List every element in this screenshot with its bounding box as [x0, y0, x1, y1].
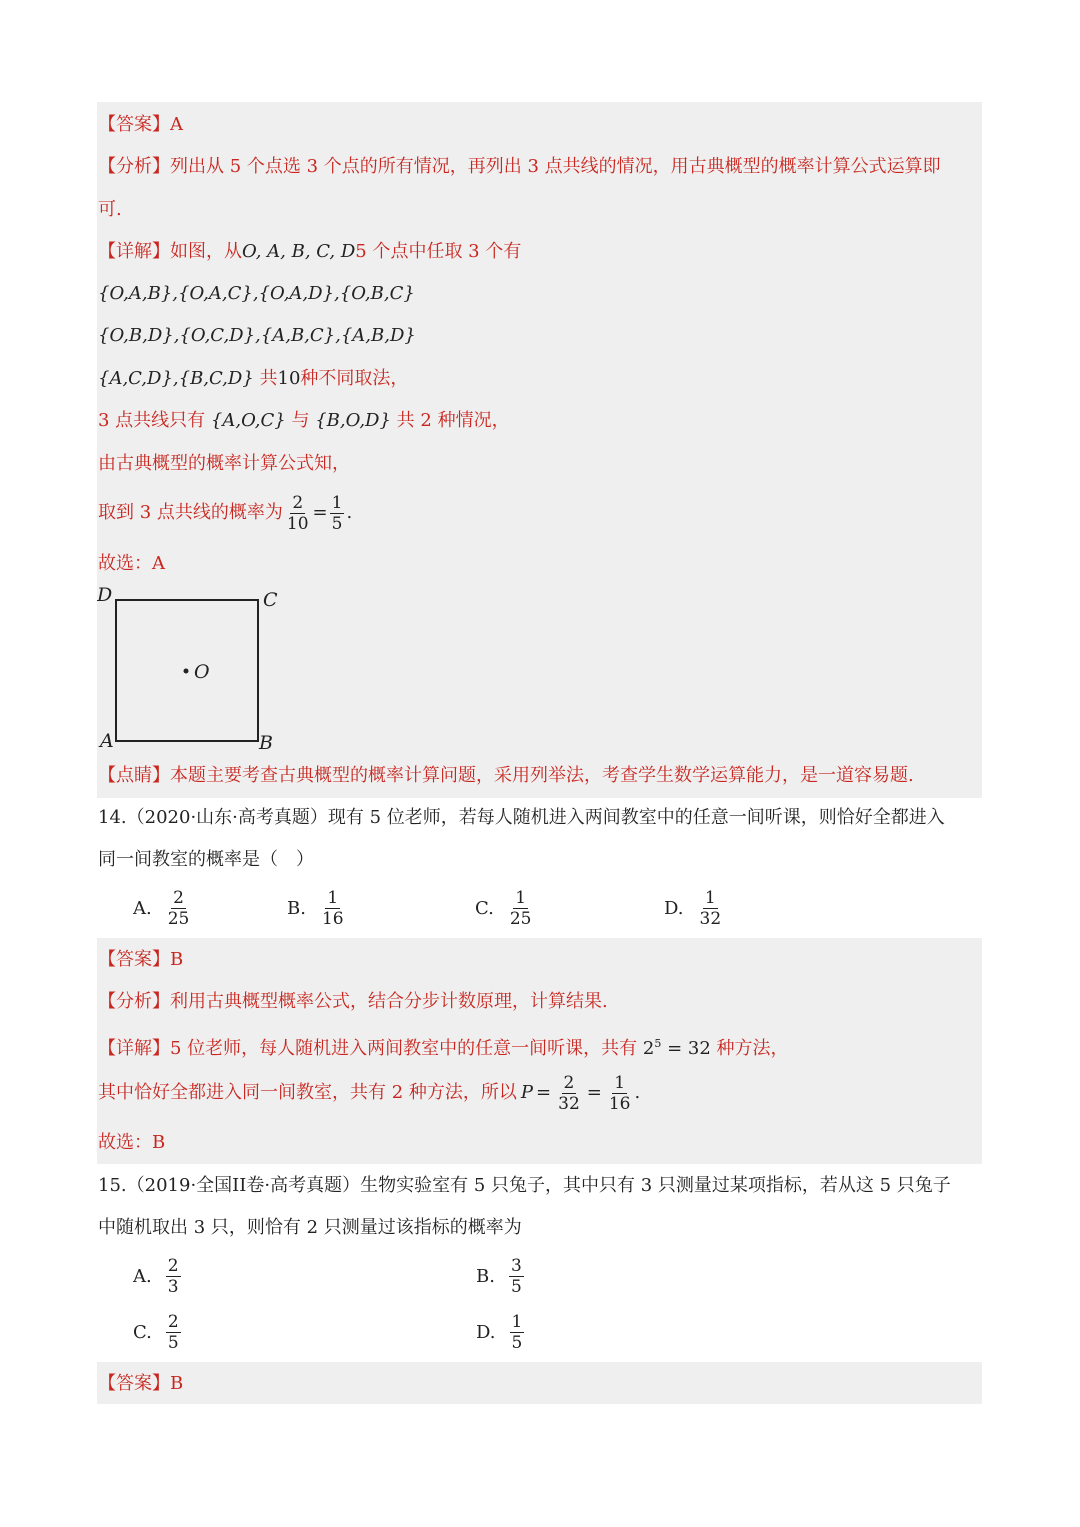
- detail-tag: 【详解】: [98, 1038, 170, 1059]
- numerator: 3: [510, 1256, 522, 1276]
- power-base: 2: [642, 1038, 655, 1059]
- center-point: [184, 669, 189, 674]
- sets-row-3-text: 共: [259, 368, 278, 389]
- option-fraction: [508, 888, 534, 929]
- probability-line: [98, 490, 352, 536]
- q15-option-c[interactable]: [133, 1312, 183, 1353]
- q14-option-c[interactable]: [475, 888, 536, 929]
- numerator: 2: [292, 492, 304, 513]
- q13-detail: [98, 240, 521, 264]
- power-result: = 32: [667, 1038, 711, 1059]
- denominator: 16: [608, 1093, 631, 1114]
- detail-text: 5 位老师，每人随机进入两间教室中的任意一间听课，共有: [170, 1038, 638, 1059]
- square-figure: [97, 585, 287, 757]
- numerator: 1: [327, 888, 339, 908]
- q13-choice: 故选：A: [98, 553, 165, 574]
- detail-text-tail: 种方法，: [716, 1038, 789, 1059]
- option-letter: C.: [475, 897, 494, 919]
- fraction: [607, 1073, 633, 1114]
- sets-count: 10: [277, 368, 301, 389]
- option-letter: A.: [133, 897, 152, 919]
- q14-option-d[interactable]: [664, 888, 725, 929]
- q15-option-d[interactable]: [476, 1312, 526, 1353]
- analysis-text: 利用古典概型概率公式，结合分步计数原理，计算结果.: [170, 991, 608, 1012]
- q14-detail-2: [98, 1070, 640, 1116]
- detail-tag: 【详解】: [98, 241, 170, 262]
- sets-row-1: {O,A,B},{O,A,C},{O,A,D},{O,B,C}: [98, 283, 415, 304]
- question-source: （2020·山东·高考真题）: [126, 807, 328, 828]
- vertex-label-a: A: [100, 730, 114, 752]
- probability-lead: 取到 3 点共线的概率为: [98, 502, 283, 523]
- period: .: [634, 1082, 641, 1103]
- numerator: 1: [511, 1312, 523, 1332]
- q14-stem: [98, 806, 945, 830]
- option-letter: D.: [664, 897, 684, 919]
- detail-tail: 5 个点中任取 3 个有: [355, 241, 522, 262]
- numerator: 1: [704, 888, 716, 908]
- option-fraction: [320, 888, 346, 929]
- option-fraction: [166, 888, 192, 929]
- question-number: 15.: [98, 1175, 127, 1196]
- numerator: 2: [167, 1256, 179, 1276]
- q14-answer: [98, 948, 183, 972]
- collinear-text-b: 与: [291, 410, 310, 431]
- vertex-label-c: C: [263, 589, 278, 611]
- q14-choice: 故选：B: [98, 1132, 166, 1153]
- option-fraction: [509, 1256, 524, 1297]
- q14-option-b[interactable]: [287, 888, 348, 929]
- q14-analysis: [98, 990, 608, 1014]
- answer-value: B: [170, 1373, 184, 1394]
- power-exponent: 5: [654, 1037, 662, 1050]
- option-fraction: [698, 888, 724, 929]
- denominator: 5: [510, 1277, 522, 1297]
- numerator: 1: [331, 492, 343, 513]
- denominator: 10: [286, 513, 309, 534]
- option-letter: B.: [287, 897, 306, 919]
- answer-tag: 【答案】: [98, 114, 170, 135]
- denominator: 25: [509, 909, 532, 929]
- comment-text: 本题主要考查古典概型的概率计算问题，采用列举法，考查学生数学运算能力，是一道容易题.: [170, 765, 914, 786]
- answer-value: A: [170, 114, 183, 135]
- sets-row-3-sets: {A,C,D},{B,C,D}: [98, 368, 254, 389]
- analysis-tag: 【分析】: [98, 156, 170, 177]
- sets-row-3-tail: 种不同取法，: [300, 368, 409, 389]
- sets-row-2: {O,B,D},{O,C,D},{A,B,C},{A,B,D}: [98, 325, 416, 346]
- q13-analysis-cont: 可.: [98, 199, 122, 220]
- detail-2-text: 其中恰好全都进入同一间教室，共有 2 种方法，所以: [98, 1082, 517, 1103]
- q15-answer: [98, 1372, 183, 1396]
- collinear-set-2: {B,O,D}: [315, 410, 391, 431]
- q14-option-a[interactable]: [133, 888, 193, 929]
- option-letter: A.: [133, 1265, 152, 1287]
- q13-analysis: [98, 155, 941, 179]
- detail-lead: 如图，从: [170, 241, 242, 262]
- equals-sign: =: [312, 502, 328, 523]
- q14-stem-cont: 同一间教室的概率是（ ）: [98, 849, 314, 870]
- q15-solution-block: [97, 1362, 982, 1404]
- denominator: 25: [167, 909, 190, 929]
- collinear-set-1: {A,O,C}: [210, 410, 286, 431]
- denominator: 16: [321, 909, 344, 929]
- numerator: 2: [167, 1312, 179, 1332]
- denominator: 3: [167, 1277, 179, 1297]
- equals-sign: =: [586, 1082, 602, 1103]
- collinear-text-a: 3 点共线只有: [98, 410, 206, 431]
- denominator: 5: [331, 513, 343, 534]
- probability-symbol: P: [520, 1082, 534, 1103]
- collinear-text-c: 共 2 种情况，: [396, 410, 510, 431]
- q15-option-a[interactable]: [133, 1256, 183, 1297]
- answer-tag: 【答案】: [98, 1373, 170, 1394]
- question-number: 14.: [98, 807, 127, 828]
- formula-line: 由古典概型的概率计算公式知，: [98, 453, 350, 474]
- vertex-label-b: B: [259, 732, 273, 754]
- fraction: [556, 1073, 582, 1114]
- numerator: 2: [563, 1072, 575, 1093]
- numerator: 1: [515, 888, 527, 908]
- numerator: 2: [173, 888, 184, 908]
- option-fraction: [166, 1312, 181, 1353]
- center-label-o: O: [194, 661, 210, 683]
- denominator: 5: [167, 1333, 179, 1353]
- fraction: [330, 493, 345, 534]
- vertex-label-d: D: [97, 585, 113, 606]
- equals-sign: =: [536, 1082, 552, 1103]
- denominator: 32: [699, 909, 722, 929]
- q15-option-b[interactable]: [476, 1256, 526, 1297]
- option-letter: C.: [133, 1321, 152, 1343]
- power-expression: [643, 1038, 711, 1059]
- q14-detail: [98, 1032, 789, 1061]
- analysis-tag: 【分析】: [98, 991, 170, 1012]
- sets-row-3: [98, 367, 408, 391]
- question-source: （2019·全国II卷·高考真题）: [126, 1175, 361, 1196]
- answer-tag: 【答案】: [98, 949, 170, 970]
- analysis-text: 列出从 5 个点选 3 个点的所有情况，再列出 3 点共线的情况，用古典概型的概率计算公式运算即: [170, 156, 941, 177]
- option-fraction: [510, 1312, 525, 1353]
- answer-value: B: [170, 949, 184, 970]
- denominator: 32: [558, 1093, 580, 1114]
- period: .: [346, 502, 353, 523]
- q13-answer: [98, 113, 183, 137]
- collinear-line: [98, 409, 510, 433]
- option-letter: B.: [476, 1265, 495, 1287]
- point-list: O, A, B, C, D: [242, 241, 356, 262]
- denominator: 5: [511, 1333, 523, 1353]
- fraction: [285, 493, 311, 534]
- numerator: 1: [614, 1072, 626, 1093]
- question-stem: 生物实验室有 5 只兔子，其中只有 3 只测量过某项指标，若从这 5 只兔子: [360, 1175, 951, 1196]
- question-stem: 现有 5 位老师，若每人随机进入两间教室中的任意一间听课，则恰好全都进入: [327, 807, 945, 828]
- comment-tag: 【点睛】: [98, 765, 170, 786]
- q13-comment: [98, 764, 914, 788]
- q15-stem: [98, 1174, 951, 1198]
- option-fraction: [166, 1256, 181, 1297]
- option-letter: D.: [476, 1321, 496, 1343]
- q15-stem-cont: 中随机取出 3 只，则恰有 2 只测量过该指标的概率为: [98, 1217, 522, 1238]
